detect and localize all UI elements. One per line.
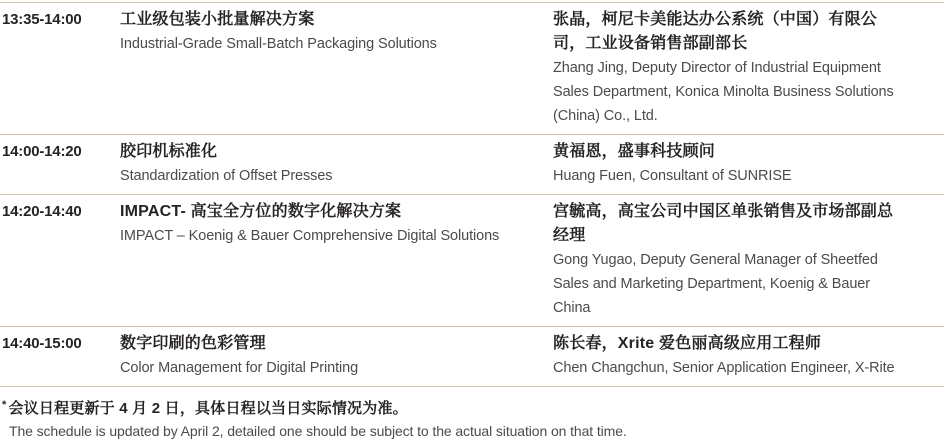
topic-title-zh: 数字印刷的色彩管理	[120, 335, 266, 352]
schedule-row-4	[0, 327, 944, 387]
schedule-row-2	[0, 135, 944, 195]
session-topic	[120, 332, 553, 380]
speaker-en: Gong Yugao, Deputy General Manager of Sheetfed Sales and Marketing Department, Koenig & Bauer China	[553, 252, 878, 316]
session-time: 14:20-14:40	[2, 203, 82, 220]
session-topic	[120, 140, 553, 188]
session-topic	[120, 8, 553, 128]
speaker-zh: 张晶，柯尼卡美能达办公系统（中国）有限公司，工业设备销售部副部长	[553, 11, 878, 52]
speaker-en: Huang Fuen, Consultant of SUNRISE	[553, 168, 792, 184]
session-time: 14:40-15:00	[2, 335, 82, 352]
topic-title-en: IMPACT – Koenig & Bauer Comprehensive Digital Solutions	[120, 228, 500, 244]
session-speaker	[553, 200, 944, 320]
speaker-en: Chen Changchun, Senior Application Engineer, X-Rite	[553, 360, 895, 376]
topic-title-zh: 工业级包装小批量解决方案	[120, 11, 315, 28]
footnote-zh	[2, 394, 944, 420]
schedule-table	[0, 2, 944, 387]
session-speaker	[553, 140, 944, 188]
session-time: 13:35-14:00	[2, 11, 82, 28]
schedule-row-3	[0, 195, 944, 327]
topic-title-en: Color Management for Digital Printing	[120, 360, 359, 376]
session-speaker	[553, 8, 944, 128]
topic-title-zh: IMPACT- 高宝全方位的数字化解决方案	[120, 203, 402, 220]
topic-title-en: Standardization of Offset Presses	[120, 168, 333, 184]
topic-title-zh: 胶印机标准化	[120, 143, 218, 160]
speaker-en: Zhang Jing, Deputy Director of Industrial Equipment Sales Department, Konica Minolta Business Solutions (China) Co., Ltd.	[553, 60, 894, 124]
session-time: 14:00-14:20	[2, 143, 82, 160]
speaker-zh: 宫毓高，高宝公司中国区单张销售及市场部副总经理	[553, 203, 894, 244]
footnote-zh-text: 会议日程更新于 4 月 2 日，具体日程以当日实际情况为准。	[8, 400, 408, 417]
topic-title-en: Industrial-Grade Small-Batch Packaging Solutions	[120, 36, 437, 52]
asterisk-marker: *	[2, 399, 7, 411]
speaker-zh: 黄福恩，盛事科技顾问	[553, 143, 716, 160]
footnote-en: The schedule is updated by April 2, detailed one should be subject to the actual situation on that time.	[9, 423, 627, 439]
speaker-zh: 陈长春，Xrite 爱色丽高级应用工程师	[553, 335, 822, 352]
schedule-footnote	[0, 387, 944, 442]
session-speaker	[553, 332, 944, 380]
schedule-row-1	[0, 3, 944, 135]
session-topic	[120, 200, 553, 320]
